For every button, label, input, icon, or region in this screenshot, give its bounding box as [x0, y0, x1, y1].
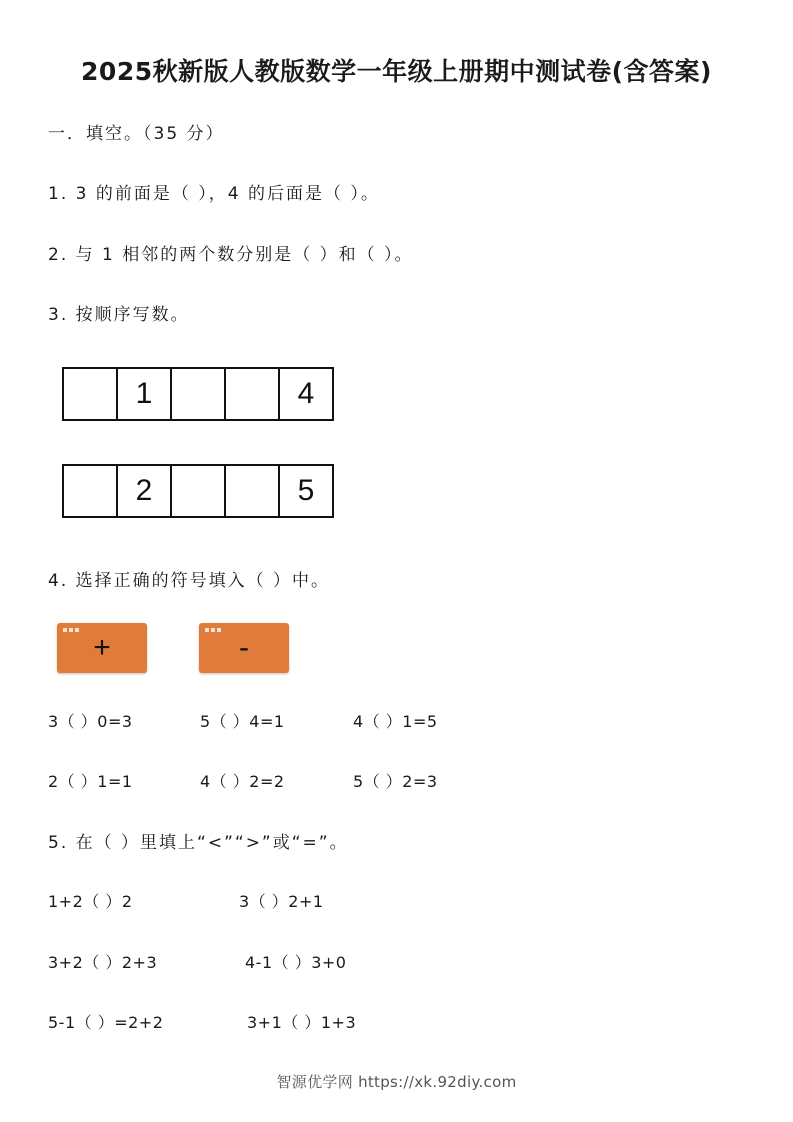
q4-equation[interactable]: 3（ ）0=3	[48, 712, 133, 731]
q5-equation[interactable]: 4-1（ ）3+0	[245, 953, 347, 972]
sequence-cell[interactable]	[172, 466, 226, 516]
question-3: 3. 按顺序写数。	[48, 305, 190, 325]
footer-watermark: 智源优学网 https://xk.92diy.com	[276, 1073, 517, 1091]
sequence-cell: 4	[297, 377, 315, 410]
plus-symbol: +	[93, 631, 111, 664]
plus-symbol-card[interactable]	[57, 623, 147, 673]
section-heading-fill-in: 一．填空。（35 分）	[48, 124, 225, 144]
q4-equation[interactable]: 5（ ）2=3	[353, 772, 438, 791]
minus-symbol-card[interactable]	[199, 623, 289, 673]
sequence-cell[interactable]	[64, 466, 118, 516]
q4-equation[interactable]: 2（ ）1=1	[48, 772, 133, 791]
question-5: 5. 在（ ）里填上“<”“>”或“=”。	[48, 833, 349, 853]
q5-equation[interactable]: 3（ ）2+1	[239, 892, 324, 911]
q5-equation[interactable]: 3+2（ ）2+3	[48, 953, 158, 972]
sequence-cell: 2	[118, 466, 172, 516]
question-2: 2. 与 1 相邻的两个数分别是（ ）和（ ）。	[48, 245, 414, 265]
sequence-row-1	[62, 367, 334, 421]
minus-symbol: -	[239, 631, 249, 664]
sequence-row-2	[62, 464, 334, 518]
question-4: 4. 选择正确的符号填入（ ）中。	[48, 571, 331, 591]
q5-equation[interactable]: 3+1（ ）1+3	[247, 1013, 357, 1032]
sequence-cell[interactable]	[64, 369, 118, 419]
sequence-cell[interactable]	[226, 466, 280, 516]
sequence-cell[interactable]	[172, 369, 226, 419]
q4-equation[interactable]: 4（ ）1=5	[353, 712, 438, 731]
question-1: 1. 3 的前面是（ ），4 的后面是（ ）。	[48, 184, 380, 204]
sequence-cell: 1	[118, 369, 172, 419]
q5-equation[interactable]: 5-1（ ）=2+2	[48, 1013, 164, 1032]
sequence-cell: 5	[297, 474, 315, 507]
sequence-cell[interactable]	[226, 369, 280, 419]
q5-equation[interactable]: 1+2（ ）2	[48, 892, 133, 911]
q4-equation[interactable]: 5（ ）4=1	[200, 712, 285, 731]
q4-equation[interactable]: 4（ ）2=2	[200, 772, 285, 791]
page-title: 2025秋新版人教版数学一年级上册期中测试卷(含答案)	[81, 57, 712, 86]
